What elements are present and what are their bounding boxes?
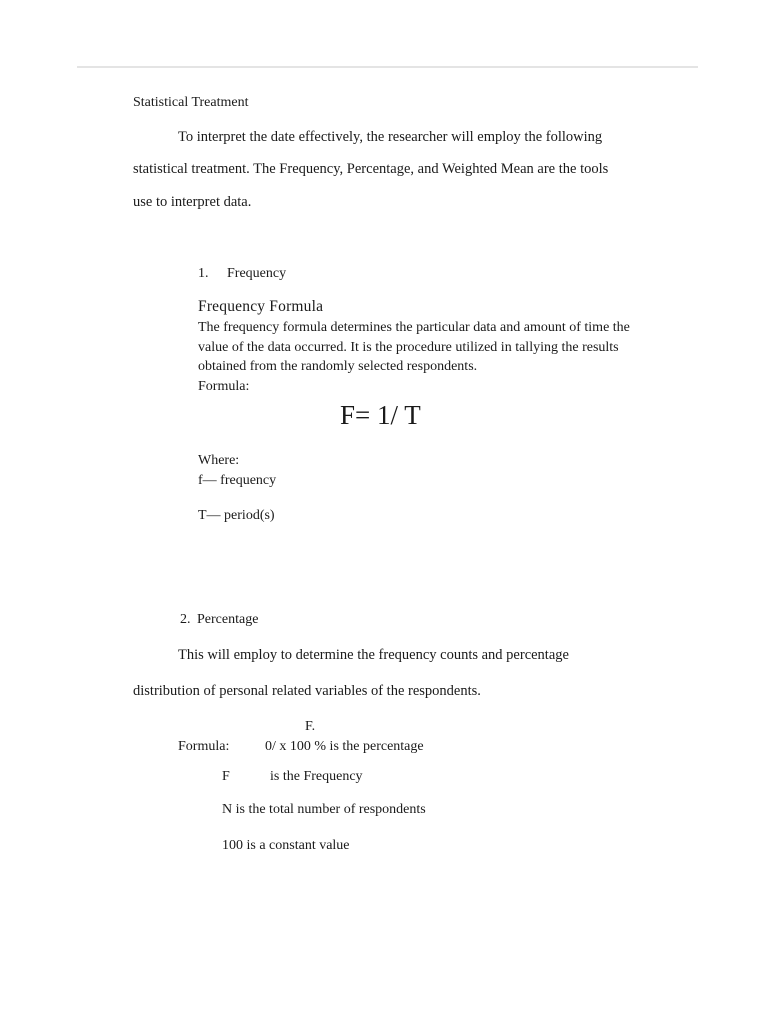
item2-formula-label: Formula: xyxy=(178,739,230,754)
where-f-definition: f— frequency xyxy=(198,473,277,488)
item2-desc-line-1: This will employ to determine the frequency counts and percentage xyxy=(178,647,569,663)
def-n-text: N is the total number of respondents xyxy=(222,802,426,817)
item1-formula-label: Formula: xyxy=(198,379,250,394)
section-title: Statistical Treatment xyxy=(133,95,249,110)
where-t-definition: T— period(s) xyxy=(198,508,275,523)
frequency-formula: F= 1/ T xyxy=(340,400,421,430)
fraction-numerator: F. xyxy=(305,719,316,734)
item1-title: Frequency xyxy=(227,266,287,281)
intro-line-2: statistical treatment. The Frequency, Percentage, and Weighted Mean are the tools xyxy=(133,161,609,177)
top-divider xyxy=(77,66,698,68)
intro-line-1: To interpret the date effectively, the researcher will employ the following xyxy=(178,129,603,145)
def-f-symbol: F xyxy=(222,769,230,784)
def-100-text: 100 is a constant value xyxy=(222,838,350,853)
item1-desc-line-2: value of the data occurred. It is the procedure utilized in tallying the results xyxy=(198,340,619,355)
item2-title: Percentage xyxy=(197,612,259,627)
intro-line-3: use to interpret data. xyxy=(133,194,252,210)
item1-desc-line-3: obtained from the randomly selected respondents. xyxy=(198,359,478,374)
item2-desc-line-2: distribution of personal related variables of the respondents. xyxy=(133,683,481,699)
frequency-formula-heading: Frequency Formula xyxy=(198,298,324,315)
where-label: Where: xyxy=(198,453,240,468)
item1-number: 1. xyxy=(198,266,209,281)
percentage-formula: 0/ x 100 % is the percentage xyxy=(265,739,424,754)
item1-desc-line-1: The frequency formula determines the particular data and amount of time the xyxy=(198,320,630,335)
item2-number: 2. xyxy=(180,612,191,627)
def-f-text: is the Frequency xyxy=(270,769,363,784)
